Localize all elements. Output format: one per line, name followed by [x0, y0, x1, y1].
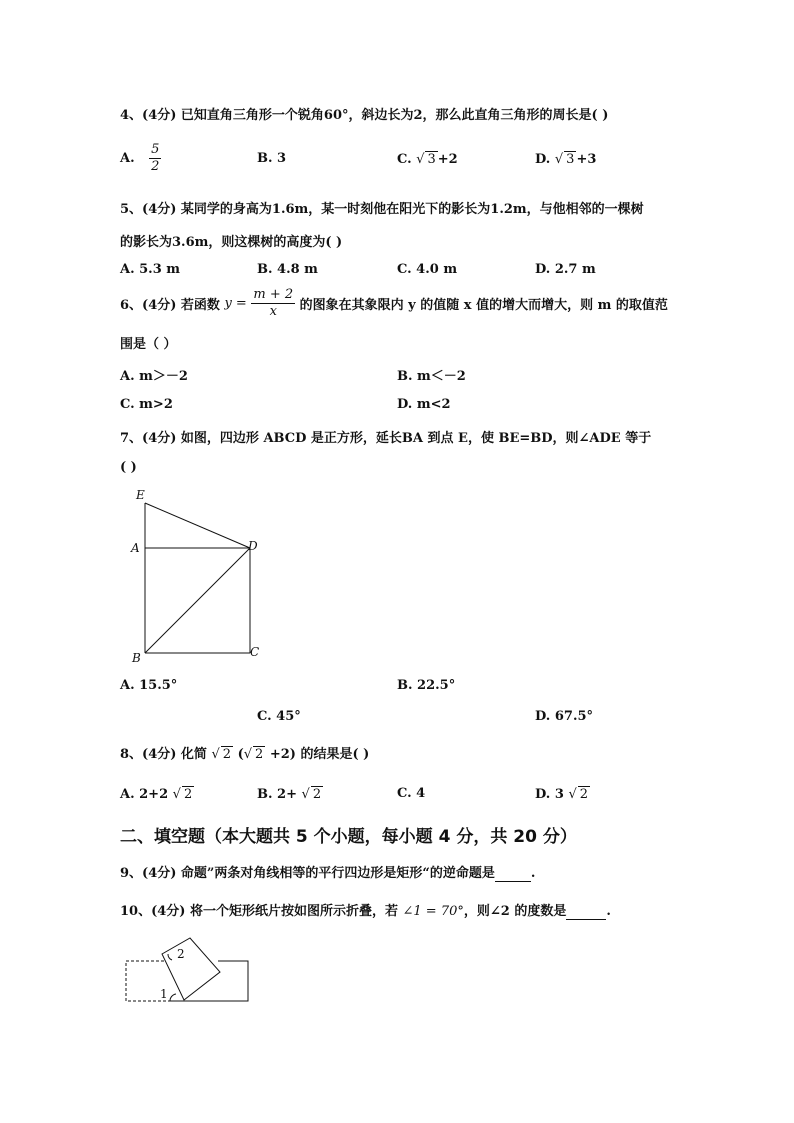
label-d: D [248, 539, 258, 553]
q4-option-d [535, 151, 596, 167]
answer-blank [495, 866, 531, 882]
q7-line1: 7、(4分) 如图，四边形 ABCD 是正方形，延长BA 到点 E，使 BE=BD，则∠ADE 等于 [120, 431, 652, 446]
q5-option-b: B. 4.8 m [257, 262, 318, 277]
q7-option-a: A. 15.5° [120, 678, 178, 693]
q7-option-b: B. 22.5° [397, 678, 456, 693]
q5-option-d: D. 2.7 m [535, 262, 596, 277]
q6-option-c: C. m>2 [120, 397, 173, 412]
radicand: 2 [222, 747, 232, 762]
q4-option-a [120, 142, 161, 175]
angle-1-arc [170, 994, 176, 1001]
q8-stem [120, 743, 369, 762]
q7-option-c: C. 45° [257, 709, 301, 724]
option-rest: +3 [576, 152, 597, 167]
q8-option-c: C. 4 [397, 786, 426, 801]
q8-prefix: 8、(4分) 化简 [120, 747, 207, 762]
sqrt-icon: √ [301, 787, 310, 802]
label-c: C [250, 645, 260, 659]
radicand: 3 [566, 152, 575, 167]
q9-end: . [530, 866, 536, 881]
q8-option-a [120, 786, 194, 802]
q10-end: . [606, 904, 611, 919]
q8-suffix: +2) 的结果是( ) [269, 747, 370, 762]
angle-label-2: 2 [177, 947, 185, 961]
label-e: E [136, 488, 145, 502]
option-label: C. [397, 152, 412, 167]
q9-stem [120, 862, 535, 882]
q6-option-d: D. m<2 [397, 397, 451, 412]
folded-flap [162, 938, 220, 1000]
fraction [149, 142, 161, 175]
answer-blank [566, 904, 606, 920]
option-label: A. [120, 151, 135, 166]
q5-line1: 5、(4分) 某同学的身高为1.6m，某一时刻他在阳光下的影长为1.2m，与他相邻的一棵树 [120, 202, 644, 217]
fraction-numerator: m + 2 [253, 287, 294, 302]
radicand: 2 [312, 787, 322, 802]
q6-suffix: 的图象在其象限内 y 的值随 x 值的增大而增大，则 m 的取值范 [299, 298, 668, 313]
radicand: 2 [255, 747, 264, 762]
sqrt-icon: √ [172, 787, 181, 802]
fraction-numerator: 5 [151, 142, 160, 157]
square-figure [128, 486, 268, 666]
q4-stem: 4、(4分) 已知直角三角形一个锐角60°，斜边长为2，那么此直角三角形的周长是( ) [120, 108, 609, 123]
option-label: D. 3 [535, 787, 564, 802]
radicand: 2 [183, 787, 193, 802]
q10-mid: ，则∠2 的度数是 [463, 904, 567, 919]
fraction-denominator: x [269, 304, 277, 319]
line-ed [145, 503, 250, 548]
q7-option-d: D. 67.5° [535, 709, 594, 724]
sqrt-icon: √ [568, 787, 577, 802]
radicand: 3 [427, 152, 436, 167]
option-label: B. 2+ [257, 787, 297, 802]
sqrt-icon: √ [211, 747, 220, 762]
q6-option-a: A. m＞－2 [120, 369, 188, 384]
label-b: B [132, 651, 141, 665]
radicand: 2 [579, 787, 589, 802]
q10-text: 10、(4分) 将一个矩形纸片按如图所示折叠，若 [120, 904, 398, 919]
q6-line1 [120, 287, 668, 320]
q8-option-d [535, 786, 590, 802]
option-rest: +2 [437, 152, 458, 167]
q7-line2: ( ) [120, 460, 137, 475]
q10-stem [120, 900, 611, 920]
q6-option-b: B. m＜－2 [397, 369, 466, 384]
folded-rectangle-figure [120, 930, 260, 1006]
q5-option-c: C. 4.0 m [397, 262, 458, 277]
option-label: A. 2+2 [120, 787, 169, 802]
sqrt-icon: √ [243, 747, 253, 762]
q4-option-b: B. 3 [257, 151, 287, 166]
angle-label-1: 1 [160, 987, 168, 1001]
q4-option-c [397, 151, 458, 167]
q6-prefix: 6、(4分) 若函数 [120, 298, 220, 313]
q10-angle: ∠1 = 70° [402, 904, 464, 919]
angle-2-arc [168, 954, 172, 960]
sqrt-icon: √ [416, 152, 425, 167]
q8-paren: ( [237, 747, 244, 762]
line-bd [145, 548, 250, 653]
q5-option-a: A. 5.3 m [120, 262, 181, 277]
q6-line2: 围是（ ） [120, 337, 177, 352]
q9-text: 9、(4分) 命题”两条对角线相等的平行四边形是矩形“的逆命题是 [120, 866, 495, 881]
fraction-denominator: 2 [151, 159, 160, 174]
option-label: D. [535, 152, 551, 167]
q5-line2: 的影长为3.6m，则这棵树的高度为( ) [120, 235, 343, 250]
q8-option-b [257, 786, 323, 802]
section-title: 二、填空题（本大题共 5 个小题，每小题 4 分，共 20 分） [120, 827, 577, 847]
q6-y-equals: y = [224, 296, 247, 311]
label-a: A [131, 541, 140, 555]
sqrt-icon: √ [554, 152, 564, 167]
q6-fraction [251, 287, 295, 320]
